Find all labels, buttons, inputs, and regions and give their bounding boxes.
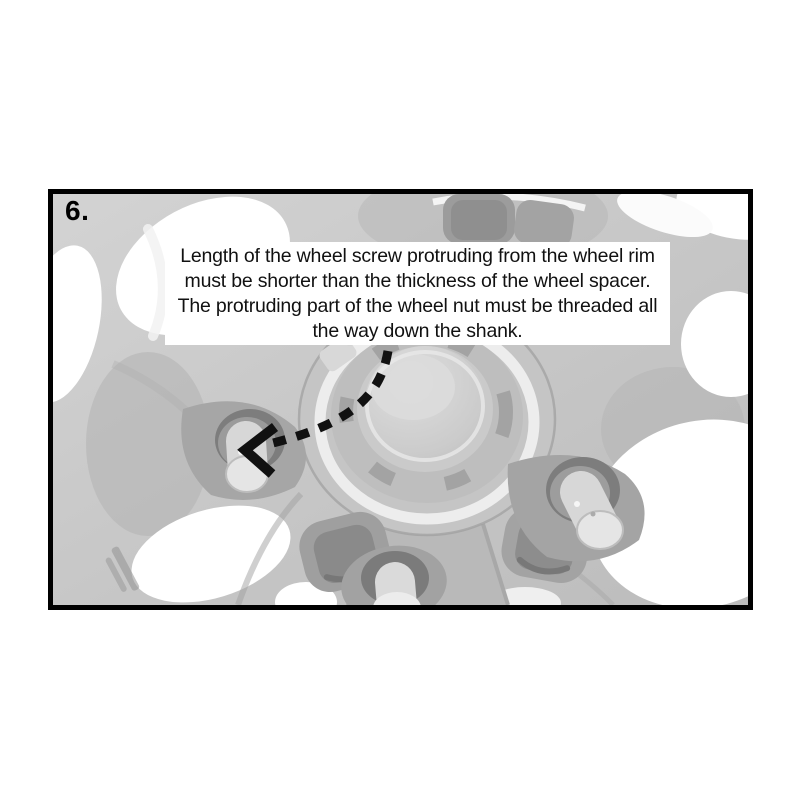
stud-pocket-top-a-inner xyxy=(451,200,507,240)
instruction-figure-frame xyxy=(48,189,753,610)
stud-speckle-c xyxy=(574,501,580,507)
caption-line-3: The protruding part of the wheel nut must be threaded all xyxy=(177,294,658,317)
stud-end-right xyxy=(577,511,623,549)
step-number-label: 6. xyxy=(65,195,90,226)
caption-line-4: the way down the shank. xyxy=(312,319,523,342)
hub-center-cap-highlight xyxy=(371,354,455,420)
stud-speckle-d xyxy=(591,512,596,517)
caption-line-2: must be shorter than the thickness of the wheel spacer. xyxy=(184,269,651,292)
caption-line-1: Length of the wheel screw protruding from the wheel rim xyxy=(180,244,655,267)
caption-box xyxy=(165,242,670,345)
